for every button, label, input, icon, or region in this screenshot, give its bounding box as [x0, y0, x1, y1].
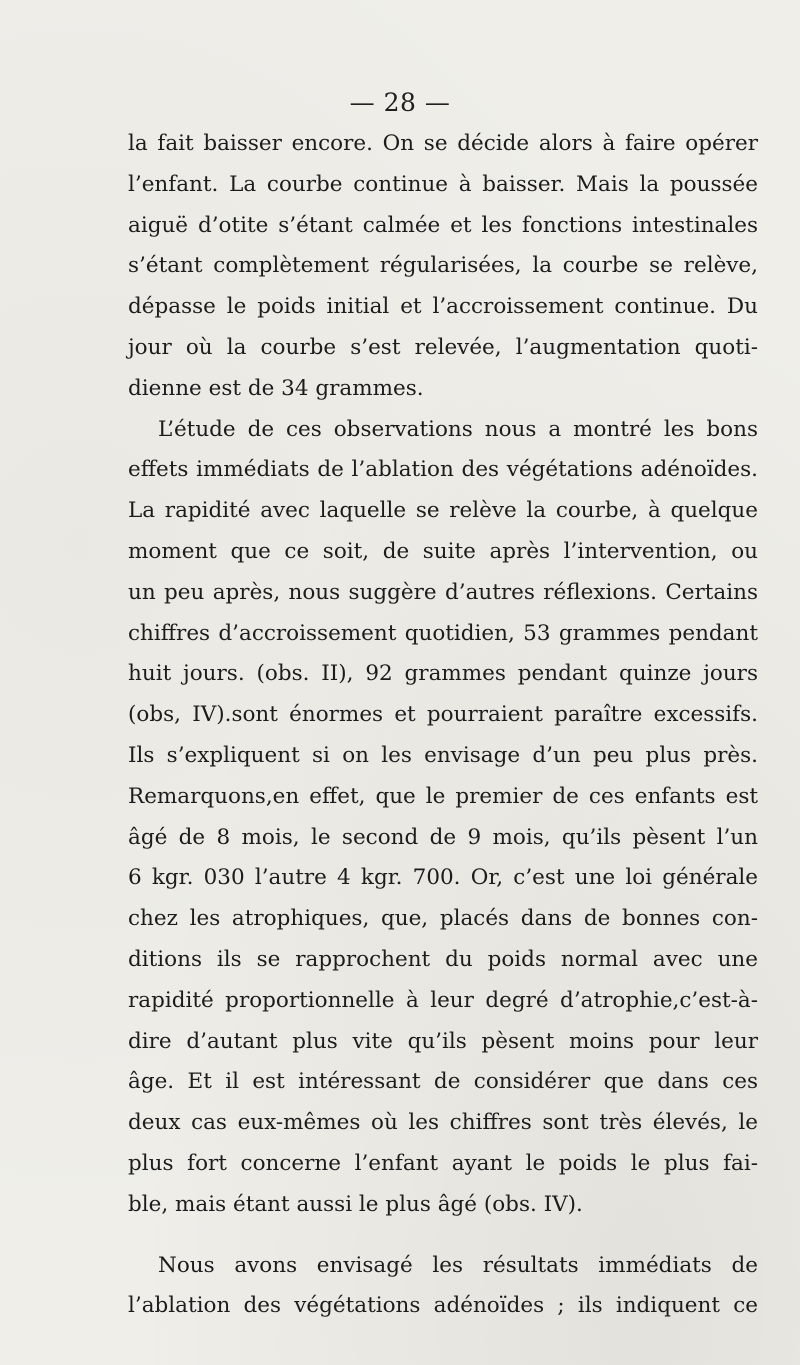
text-line: dépasse le poids initial et l’accroissement continue. Du: [128, 294, 758, 320]
text-line: huit jours. (obs. II), 92 grammes pendant quinze jours: [128, 661, 758, 687]
text-line: La rapidité avec laquelle se relève la courbe, à quelque: [128, 498, 758, 524]
page-number: — 28 —: [349, 88, 451, 117]
text-line: rapidité proportionnelle à leur degré d’atrophie,c’est-à-: [128, 987, 758, 1013]
text-line: ditions ils se rapprochent du poids normal avec une: [128, 946, 758, 972]
text-line: Nous avons envisagé les résultats immédiats de: [158, 1252, 758, 1278]
text-line: ble, mais étant aussi le plus âgé (obs. IV).: [128, 1191, 583, 1217]
text-line: chez les atrophiques, que, placés dans de bonnes con-: [128, 906, 758, 932]
text-line: un peu après, nous suggère d’autres réflexions. Certains: [128, 579, 758, 605]
text-line: chiffres d’accroissement quotidien, 53 grammes pendant: [128, 620, 758, 646]
text-line: (obs, IV).sont énormes et pourraient paraître excessifs.: [128, 702, 758, 728]
text-line: jour où la courbe s’est relevée, l’augmentation quoti-: [128, 334, 758, 360]
text-line: âgé de 8 mois, le second de 9 mois, qu’ils pèsent l’un: [128, 824, 758, 850]
text-line: dienne est de 34 grammes.: [128, 375, 424, 401]
text-line: Ils s’expliquent si on les envisage d’un peu plus près.: [128, 742, 758, 768]
text-line: plus fort concerne l’enfant ayant le poids le plus fai-: [128, 1150, 758, 1176]
paragraph-gap: [128, 1226, 758, 1246]
text-line: Remarquons,en effet, que le premier de ces enfants est: [128, 783, 758, 809]
body-text: [128, 124, 758, 1327]
text-line: l’ablation des végétations adénoïdes ; ils indiquent ce: [128, 1293, 758, 1319]
text-line: dire d’autant plus vite qu’ils pèsent moins pour leur: [128, 1028, 758, 1054]
text-line: aiguë d’otite s’étant calmée et les fonctions intestinales: [128, 212, 758, 238]
text-line: deux cas eux-mêmes où les chiffres sont très élevés, le: [128, 1110, 758, 1136]
text-line: âge. Et il est intéressant de considérer que dans ces: [128, 1069, 758, 1095]
text-line: L’étude de ces observations nous a montré les bons: [158, 416, 758, 442]
text-line: 6 kgr. 030 l’autre 4 kgr. 700. Or, c’est une loi générale: [128, 865, 758, 891]
text-line: effets immédiats de l’ablation des végétations adénoïdes.: [128, 457, 758, 483]
text-line: l’enfant. La courbe continue à baisser. Mais la poussée: [128, 171, 758, 197]
text-line: moment que ce soit, de suite après l’intervention, ou: [128, 538, 758, 564]
text-line: s’étant complètement régularisées, la courbe se relève,: [128, 253, 758, 279]
text-line: la fait baisser encore. On se décide alors à faire opérer: [128, 131, 758, 156]
